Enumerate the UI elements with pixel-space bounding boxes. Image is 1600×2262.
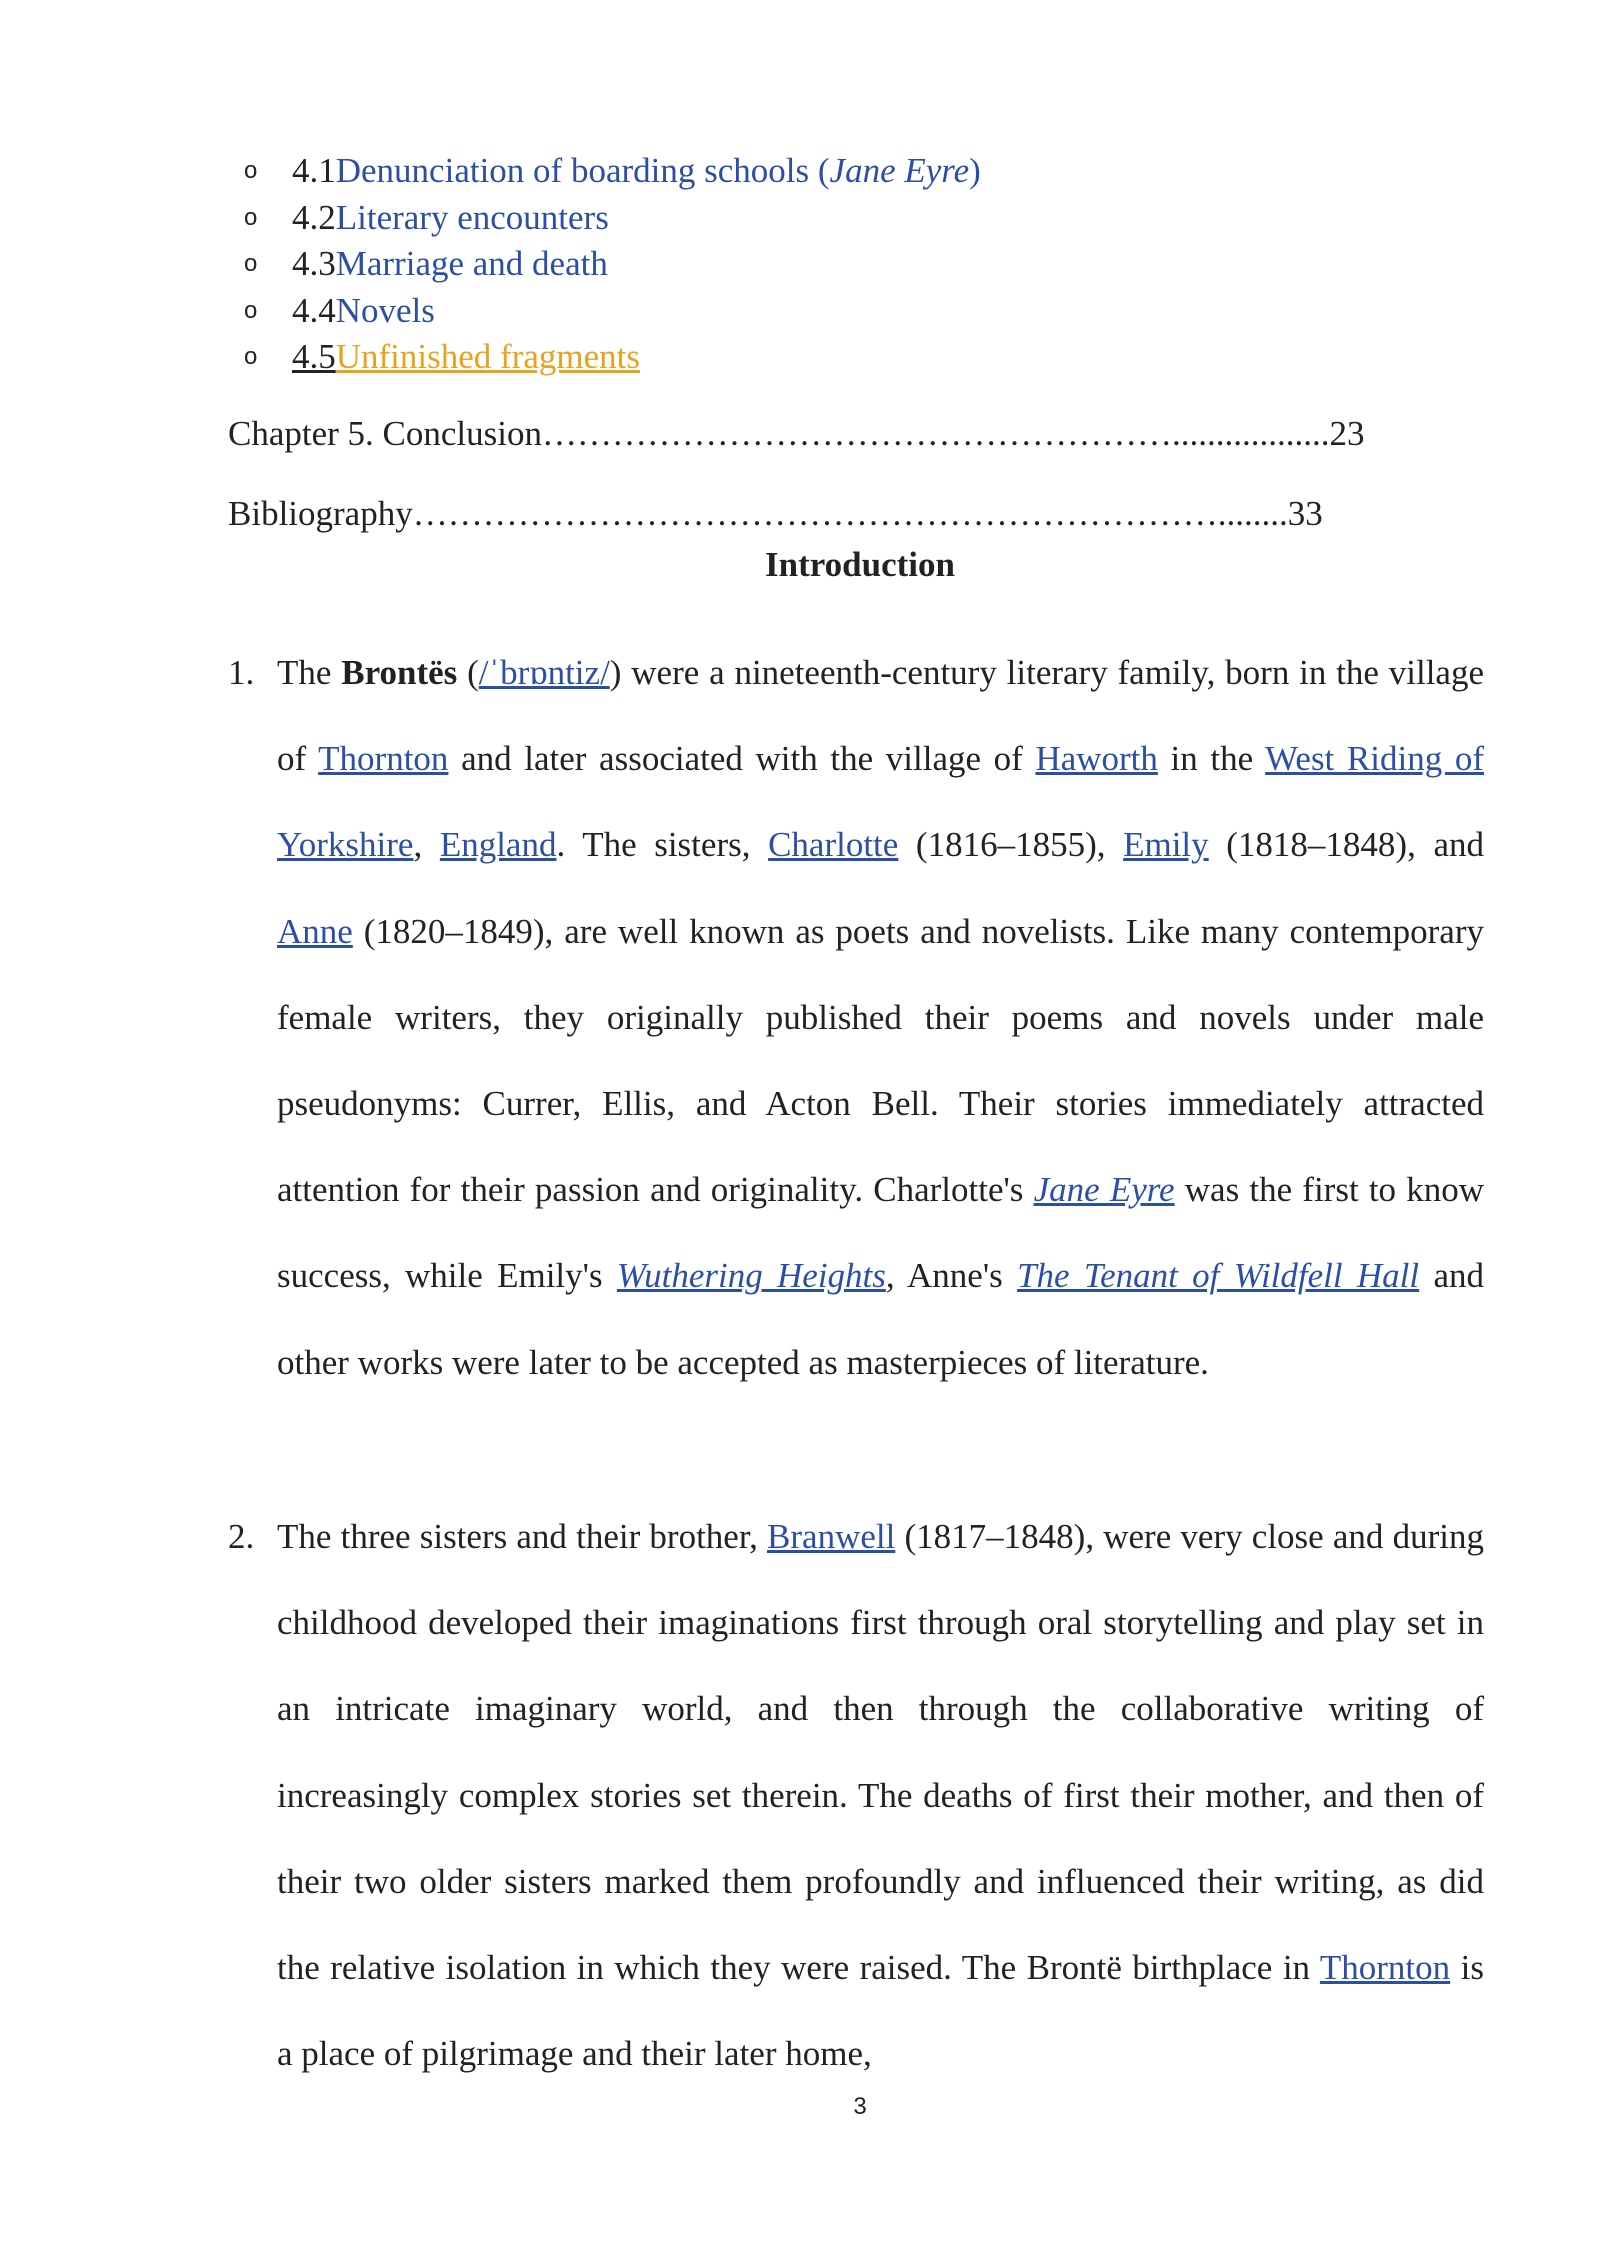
toc-number: 4.4 [292,290,336,330]
paragraph-body: The Brontës (/ˈbrɒntiz/) were a nineteenth-century literary family, born in the village of Thornton and later associated with the village of Haworth in the West Riding of Yorkshire, England. The sisters, Charlotte (1816–1855), Emily (1818–1848), and Anne (1820–1849), are well known as poets and novelists. Like many contemporary female writers, they originally published their poems and novels under male pseudonyms: Currer, Ellis, and Acton Bell. Their stories immediately attracted attention for their passion and originality. Charlotte's Jane Eyre was the first to know success, while Emily's Wuthering Heights, Anne's The Tenant of Wildfell Hall and other works were later to be accepted as masterpieces of literature. [277,653,1485,1382]
toc-number: 4.2 [292,197,336,237]
link-charlotte[interactable]: Charlotte [768,825,899,865]
link-haworth[interactable]: Haworth [1035,739,1158,779]
link-thornton[interactable]: Thornton [1319,1948,1451,1988]
list-number: 2. [228,1517,255,1556]
section-heading: Introduction [765,545,955,584]
link-emily[interactable]: Emily [1123,825,1209,865]
list-number: 1. [228,653,255,692]
link-wuthering-heights[interactable]: Wuthering Heights [616,1256,886,1296]
paragraph-body: The three sisters and their brother, Branwell (1817–1848), were very close and during childhood developed their imaginations first through oral storytelling and play set in an intricate imaginary world, and then through the collaborative writing of increasingly complex stories set therein. The deaths of first their mother, and then of their two older sisters marked them profoundly and influenced their writing, as did the relative isolation in which they were raised. The Brontë birthplace in Thornton is a place of pilgrimage and their later home, [277,1517,1484,2074]
link-tenant-of-wildfell-hall[interactable]: The Tenant of Wildfell Hall [1017,1256,1420,1296]
link-thornton[interactable]: Thornton [318,739,449,779]
toc-number: 4.5 [292,337,336,376]
link-west-riding[interactable]: West Riding of Yorkshire [277,739,1485,865]
toc-link-boarding-schools[interactable]: Denunciation of boarding schools (Jane Eyre) [335,151,981,190]
toc-entry-bibliography[interactable]: Bibliography……………………………………………………………........33 [228,494,1323,533]
paragraph-2 [228,1494,1484,2097]
toc-bullet: o [244,250,258,277]
toc-bullet: o [244,203,258,231]
toc-bullet: o [244,343,258,370]
toc-bullet: o [244,296,258,324]
toc-number: 4.3 [292,244,336,283]
link-england[interactable]: England [439,825,557,865]
toc-link-novels[interactable]: Novels [335,290,435,330]
link-jane-eyre[interactable]: Jane Eyre [1033,1170,1175,1210]
page-number: 3 [853,2093,867,2120]
paragraph-1 [228,630,1484,1406]
toc-entry-chapter-5[interactable]: Chapter 5. Conclusion………………………………………………..................23 [228,414,1365,453]
toc-link-unfinished-fragments[interactable]: Unfinished fragments [335,337,640,376]
link-branwell[interactable]: Branwell [767,1517,896,1556]
link-pronunciation[interactable]: /ˈbrɒntiz/ [478,653,610,692]
toc-link-literary-encounters[interactable]: Literary encounters [335,197,609,237]
toc-bullet: o [244,157,258,184]
toc-number: 4.1 [292,151,336,190]
link-anne[interactable]: Anne [277,911,353,951]
toc-link-marriage-and-death[interactable]: Marriage and death [335,244,608,283]
